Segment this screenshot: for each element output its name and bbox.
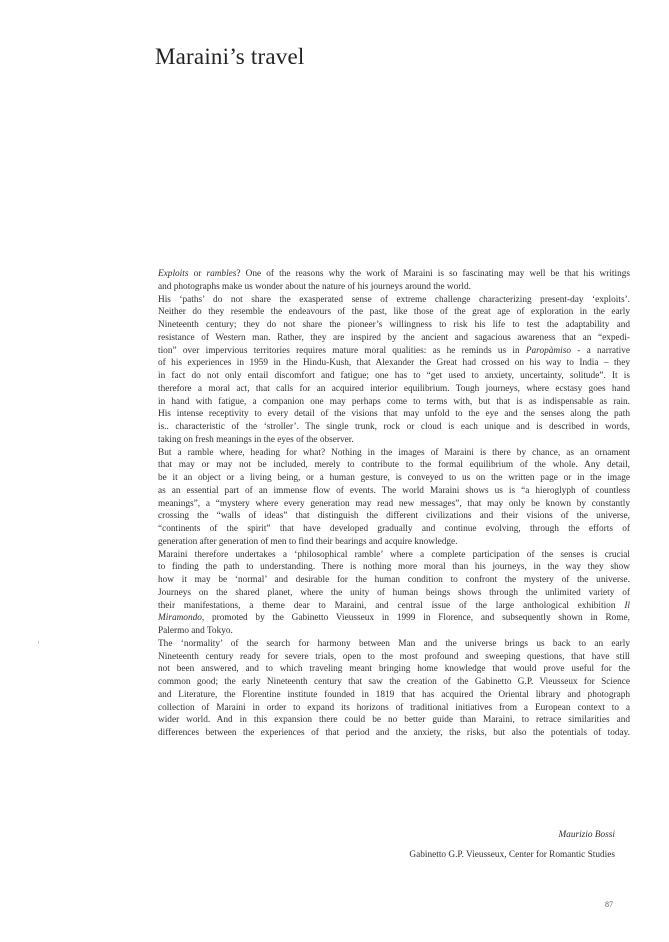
text-run: But a ramble where, heading for what? Nothing in the images of Maraini is there by chance, as an ornament	[158, 447, 630, 458]
text-line	[158, 676, 630, 689]
text-run: “continents of the spirit” that have developed gradually and continue evolving, through the efforts of	[158, 524, 630, 534]
text-run: or	[188, 269, 207, 279]
text-run: and photographs make us wonder about the nature of his journeys around the world.	[158, 281, 471, 292]
text-line	[158, 600, 630, 613]
italic-text: Miramondo	[158, 613, 202, 624]
text-line	[158, 472, 630, 485]
text-line	[158, 421, 630, 434]
author-affiliation: Gabinetto G.P. Vieusseux, Center for Romantic Studies	[409, 849, 615, 860]
margin-mark	[38, 641, 39, 644]
text-run: differences between the experiences of that period and the anxiety, the risks, but also the potentials of today.	[158, 728, 630, 738]
text-line	[158, 485, 630, 498]
text-run: as an essential part of an immense flow of events. The world Maraini shows us is “a hieroglyph of countless	[158, 485, 630, 496]
text-line	[158, 536, 630, 549]
italic-text: Paropàmiso	[525, 345, 571, 356]
italic-text: Il	[624, 600, 630, 611]
text-run: His intense receptivity to every detail of the visions that may unfold to the eye and the senses along the path	[158, 409, 630, 420]
text-run: that may or may not be included, merely to contribute to the formal equilibrium of the whole. Any detail,	[158, 460, 630, 471]
author-name: Maurizio Bossi	[558, 830, 615, 840]
text-run: of his experiences in 1959 in the Hindu-Kush, that Alexander the Great had crossed on his way to India – they	[158, 358, 630, 369]
text-run: therefore a moral act, that calls for an acquired interior equilibrium. Tough journeys, where ecstasy goes hand	[158, 383, 630, 394]
text-line	[158, 332, 630, 345]
text-run: common good; the early Nineteenth century that saw the creation of the Gabinetto G.P. Vieusseux for Science	[158, 677, 630, 687]
text-line	[158, 561, 630, 574]
text-run: and Literature, the Florentine institute founded in 1819 that has acquired the Oriental library and photograph	[158, 689, 630, 700]
text-line	[158, 294, 630, 307]
text-line	[158, 587, 630, 600]
text-run: resistance of Western man. Rather, they are inspired by the ancient and sagacious awareness that an “expedi-	[158, 332, 630, 343]
italic-text: rambles	[206, 269, 237, 279]
italic-text: Exploits	[158, 269, 189, 279]
text-run: how it may be ‘normal’ and desirable for the human condition to confront the mystery of the universe.	[158, 575, 630, 585]
page-title: Maraini’s travel	[155, 44, 305, 69]
text-line	[158, 612, 630, 625]
text-run: His ‘paths’ do not share the exasperated sense of extreme challenge characterizing present-day ‘exploits’.	[158, 294, 630, 305]
text-run: The ‘normality’ of the search for harmony between Man and the universe brings us back to an early	[158, 638, 630, 649]
text-run: collection of Maraini in order to expand its horizons of traditional initiatives from a European context to a	[158, 702, 630, 713]
text-line	[158, 549, 630, 562]
text-run: Maraini therefore undertakes a ‘philosophical ramble’ where a complete participation of the senses is crucial	[158, 549, 630, 560]
text-run: - a narrative	[570, 345, 630, 356]
text-line	[158, 498, 630, 511]
text-run: not been answered, and to which traveling meant bringing home knowledge that would prove useful for the	[158, 664, 630, 675]
text-run: in hand with fatigue, a companion one may perhaps come to terms with, but that is as indispensable as rain.	[158, 396, 630, 407]
text-run: Neither do they resemble the endeavours of the past, like those of the great age of exploration in the early	[158, 307, 630, 318]
text-run: crossing the “walls of ideas” that distinguish the different civilizations and their visions of the universe,	[158, 511, 630, 522]
signature-block	[409, 829, 615, 861]
page-number: 87	[605, 900, 613, 909]
text-line	[158, 727, 630, 740]
text-run: Nineteenth century; they do not share the pioneer’s willingness to risk his life to test the adaptability and	[158, 320, 630, 330]
text-run: their manifestations, a theme dear to Maraini, and central issue of the large anthological exhibition	[158, 600, 625, 611]
text-run: is.. characteristic of the ‘stroller’. The single trunk, rock or cloud is each unique and is described in words,	[158, 422, 630, 432]
text-run: be it an object or a living being, or a human gesture, is conveyed to us on the written page or in the image	[158, 473, 630, 483]
text-line	[158, 408, 630, 421]
text-line	[158, 663, 630, 676]
text-line	[158, 714, 630, 727]
text-line	[158, 447, 630, 460]
text-run: tion” over impervious territories requires mature moral qualities: as he reminds us in	[158, 345, 526, 356]
text-run: taking on fresh meanings in the eyes of the observer.	[158, 434, 354, 445]
text-line	[158, 396, 630, 409]
text-run: wider world. And in this expansion there could be no better guide than Maraini, to retrace similarities and	[158, 715, 630, 726]
text-line	[158, 523, 630, 536]
text-run: to finding the path to understanding. There is nothing more moral than his journeys, in the way they show	[158, 562, 630, 573]
text-line	[158, 459, 630, 472]
text-line	[158, 434, 630, 447]
text-line	[158, 510, 630, 523]
text-line	[158, 383, 630, 396]
text-line	[158, 345, 630, 358]
text-run: ? One of the reasons why the work of Maraini is so fascinating may well be that his writings	[236, 269, 630, 279]
text-line	[158, 319, 630, 332]
article-body	[158, 268, 630, 740]
text-line	[158, 689, 630, 702]
text-line	[158, 638, 630, 651]
text-line	[158, 268, 630, 281]
text-run: , promoted by the Gabinetto Vieusseux in 1999 in Florence, and subsequently shown in Rome,	[201, 613, 630, 624]
text-line	[158, 306, 630, 319]
text-line	[158, 370, 630, 383]
text-run: meanings”, a “mystery where every generation may read new messages”, that may only be known by constantly	[158, 498, 630, 509]
text-line	[158, 702, 630, 715]
text-line	[158, 651, 630, 664]
text-line	[158, 357, 630, 370]
text-line	[158, 625, 630, 638]
text-run: generation after generation of men to find their bearings and acquire knowledge.	[158, 536, 458, 547]
text-run: in fact do not only entail discomfort and fatigue; one has to “get used to anxiety, uncertainty, solitude”. It is	[158, 371, 630, 381]
text-run: Journeys on the shared planet, where the unity of human beings shows through the unlimited variety of	[158, 587, 630, 598]
text-line	[158, 281, 630, 294]
text-run: Nineteenth century ready for severe trials, open to the most profound and sweeping questions, that have still	[158, 651, 630, 662]
text-line	[158, 574, 630, 587]
text-run: Palermo and Tokyo.	[158, 626, 233, 636]
